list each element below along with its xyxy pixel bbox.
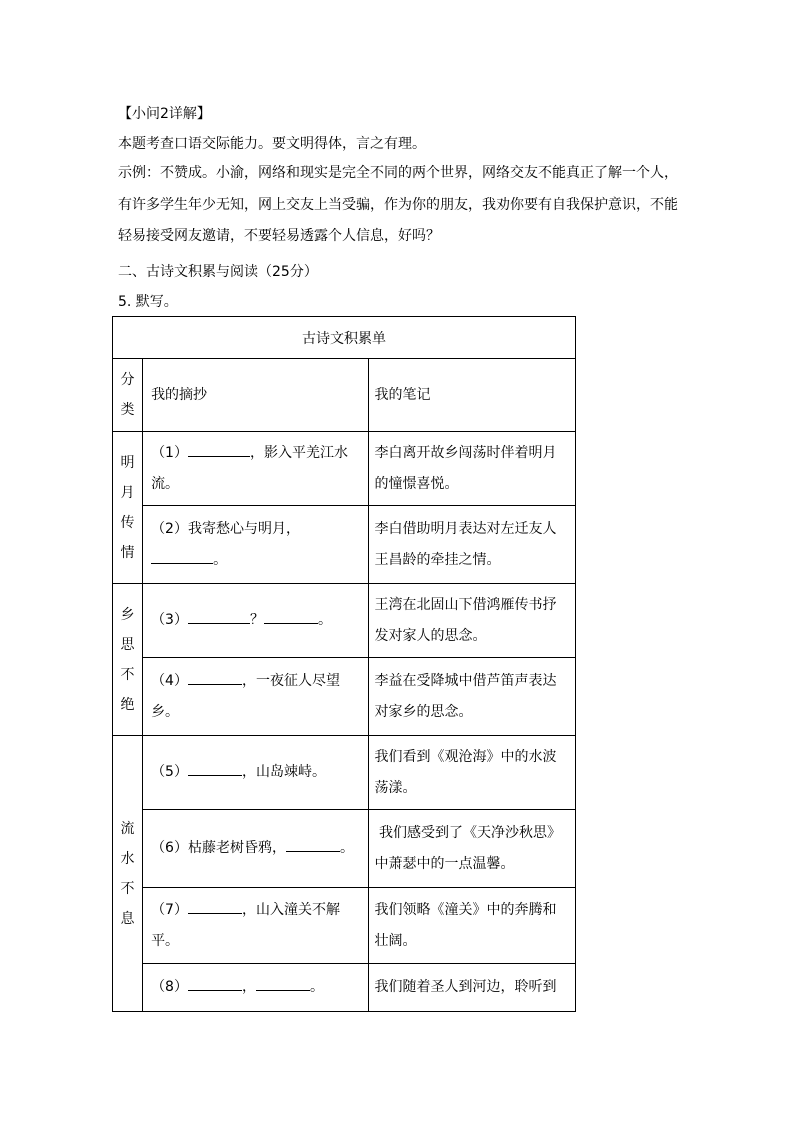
excerpt-6: （6）枯藤老树昏鸦， 。 bbox=[143, 810, 368, 888]
blank[interactable] bbox=[188, 442, 250, 457]
note-4: 李益在受降城中借芦笛声表达 对家乡的思念。 bbox=[368, 658, 575, 736]
blank[interactable] bbox=[188, 761, 242, 776]
answer-intro: 本题考查口语交际能力。要文明得体，言之有理。 bbox=[118, 136, 426, 152]
blank[interactable] bbox=[188, 899, 242, 914]
header-category: 分 类 bbox=[113, 359, 143, 432]
category-moon: 明 月 传 情 bbox=[113, 432, 143, 584]
category-water: 流 水 不 息 bbox=[113, 736, 143, 1012]
note-3: 王湾在北固山下借鸿雁传书抒 发对家人的思念。 bbox=[368, 584, 575, 658]
excerpt-7: （7） ，山入潼关不解平。 bbox=[143, 888, 368, 964]
note-2: 李白借助明月表达对左迁友人 王昌龄的牵挂之情。 bbox=[368, 506, 575, 584]
note-6: 我们感受到了《天净沙秋思》 中萧瑟中的一点温馨。 bbox=[368, 810, 575, 888]
excerpt-2: （2）我寄愁心与明月， 。 bbox=[143, 506, 368, 584]
excerpt-4: （4） ，一夜征人尽望乡。 bbox=[143, 658, 368, 736]
category-homesick: 乡 思 不 绝 bbox=[113, 584, 143, 736]
excerpt-1: （1） ，影入平羌江水流。 bbox=[143, 432, 368, 506]
table-title: 古诗文积累单 bbox=[113, 317, 576, 359]
blank[interactable] bbox=[188, 609, 250, 624]
blank[interactable] bbox=[188, 976, 242, 991]
note-7: 我们领略《潼关》中的奔腾和 壮阔。 bbox=[368, 888, 575, 964]
poetry-table bbox=[112, 316, 576, 1012]
section-title: 二、古诗文积累与阅读（25分） bbox=[118, 264, 318, 280]
answer-heading: 【小问2详解】 bbox=[118, 106, 211, 122]
answer-example: 示例：不赞成。小渝，网络和现实是完全不同的两个世界，网络交友不能真正了解一个人，有许多学生年少无知，网上交友上当受骗，作为你的朋友，我劝你要有自我保护意识，不能轻易接受网友邀请，不要轻易透露个人信息，好吗？ bbox=[118, 165, 678, 244]
excerpt-3: （3） ？ 。 bbox=[143, 584, 368, 658]
question-5: 5. 默写。 bbox=[118, 294, 178, 310]
note-1: 李白离开故乡闯荡时伴着明月 的憧憬喜悦。 bbox=[368, 432, 575, 506]
header-notes: 我的笔记 bbox=[368, 359, 575, 432]
blank[interactable] bbox=[264, 609, 318, 624]
blank[interactable] bbox=[286, 837, 340, 852]
note-8: 我们随着圣人到河边，聆听到 bbox=[368, 964, 575, 1012]
blank[interactable] bbox=[188, 670, 242, 685]
blank[interactable] bbox=[256, 976, 310, 991]
header-excerpt: 我的摘抄 bbox=[143, 359, 368, 432]
note-5: 我们看到《观沧海》中的水波 荡漾。 bbox=[368, 736, 575, 810]
excerpt-8: （8） ， 。 bbox=[143, 964, 368, 1012]
blank[interactable] bbox=[151, 549, 213, 564]
excerpt-5: （5） ，山岛竦峙。 bbox=[143, 736, 368, 810]
